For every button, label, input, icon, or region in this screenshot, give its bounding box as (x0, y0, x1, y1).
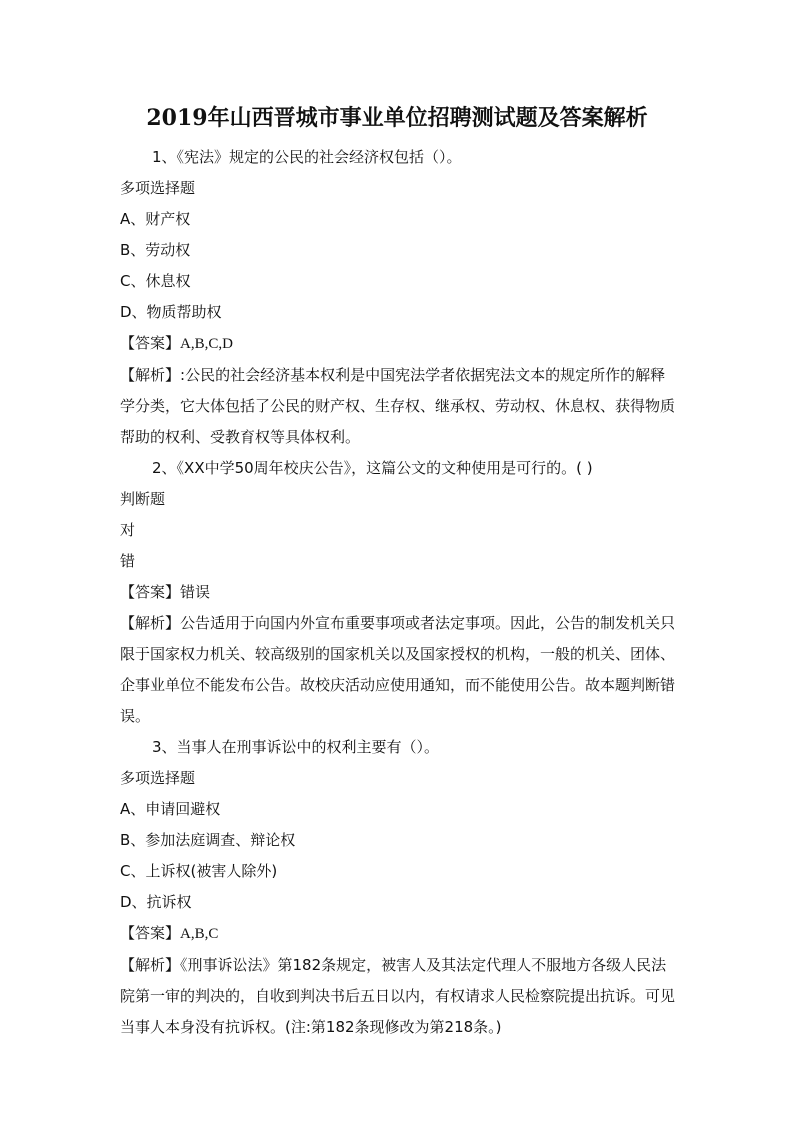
option-false: 错 (120, 552, 136, 570)
question-type: 判断题 (120, 490, 166, 508)
answer-label: 【答案】 (120, 924, 181, 942)
answer-line (120, 328, 680, 360)
option-d: D、抗诉权 (120, 893, 192, 911)
option-a: A、申请回避权 (120, 800, 221, 818)
analysis-text: :公民的社会经济基本权利是中国宪法学者依据宪法文本的规定所作的解释学分类，它大体包括了公民的财产权、生存权、继承权、劳动权、休息权、获得物质帮助的权利、受教育权等具体权利。 (120, 366, 676, 446)
option-b: B、参加法庭调查、辩论权 (120, 831, 296, 849)
question-type: 多项选择题 (120, 179, 196, 197)
answer-label: 【答案】 (120, 583, 181, 601)
answer-line (120, 577, 680, 608)
analysis-text: 公告适用于向国内外宣布重要事项或者法定事项。因此，公告的制发机关只限于国家权力机关、较高级别的国家机关以及国家授权的机构，一般的机关、团体、企事业单位不能发布公告。故校庆活动应使用通知，而不能使用公告。故本题判断错误。 (120, 614, 676, 725)
analysis-paragraph (120, 608, 680, 732)
analysis-text: 《刑事诉讼法》第182条规定，被害人及其法定代理人不服地方各级人民法院第一审的判决的，自收到判决书后五日以内，有权请求人民检察院提出抗诉。可见当事人本身没有抗诉权。(注:第182条现修改为第218条。) (120, 956, 676, 1036)
answer-value: A,B,C,D (180, 336, 233, 352)
analysis-label: 【解析】 (120, 956, 181, 974)
document-body (120, 142, 680, 1043)
option-true: 对 (120, 521, 136, 539)
question-2 (120, 453, 680, 732)
answer-value: A,B,C (180, 926, 219, 942)
question-type: 多项选择题 (120, 769, 196, 787)
analysis-paragraph (120, 360, 680, 453)
question-stem: 1、《宪法》规定的公民的社会经济权包括（）。 (152, 148, 462, 166)
question-1 (120, 142, 680, 453)
answer-line (120, 918, 680, 950)
option-c: C、休息权 (120, 272, 191, 290)
option-d: D、物质帮助权 (120, 303, 222, 321)
option-b: B、劳动权 (120, 241, 191, 259)
analysis-paragraph (120, 950, 680, 1043)
analysis-label: 【解析】 (120, 366, 181, 384)
question-stem: 3、当事人在刑事诉讼中的权利主要有（）。 (152, 738, 440, 756)
analysis-label: 【解析】 (120, 614, 181, 632)
answer-label: 【答案】 (120, 334, 181, 352)
option-a: A、财产权 (120, 210, 191, 228)
option-c: C、上诉权(被害人除外) (120, 862, 278, 880)
page-title: 2019年山西晋城市事业单位招聘测试题及答案解析 (146, 105, 648, 131)
question-3 (120, 732, 680, 1043)
question-stem: 2、《XX中学50周年校庆公告》，这篇公文的文种使用是可行的。( ) (152, 459, 593, 477)
answer-value: 错误 (180, 583, 211, 601)
